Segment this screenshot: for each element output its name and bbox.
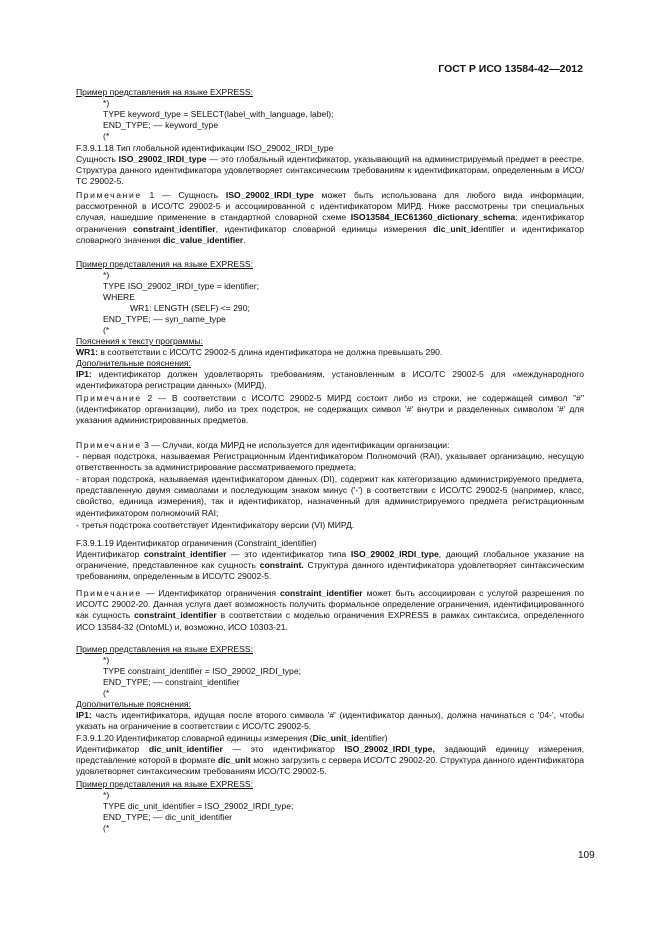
list-item: - вторая подстрока, называемая идентификатором данных (DI), содержит как категоризацию администрируемого предмета, представленную двумя символами и последующим знаком минус ('-') в соответствии с ИСО/ТС 29002-5 (например, класс, свойство, единица измерения), так и идентификатор, назначенный для администрируемого предмета регистрационным идентификатором полномочий RAI;: [76, 474, 584, 518]
paragraph: Сущность ISO_29002_IRDI_type — это глобальный идентификатор, указывающий на администрируемый предмет в реестре. Структура данного идентификатора удовлетворяет синтаксическим требованиям к идентификаторам, определенным в ИСО/ТС 29002-5.: [76, 154, 584, 187]
code-line: END_TYPE; –– dic_unit_identifier: [103, 812, 232, 822]
code-line: TYPE dic_unit_identifier = ISO_29002_IRDI_type;: [103, 801, 294, 811]
note-2: Примечание 2 — В соответствии с ИСО/ТС 29002-5 МИРД состоит либо из строки, не содержащей символ "#" (идентификатор организации), либо из трех подстрок, не содержащих символ '#' внутри и разделенных символом '#' для указания администрированных предметов.: [76, 393, 584, 426]
explanations-label: Пояснения к тексту программы:: [76, 336, 203, 346]
paragraph: Идентификатор constraint_identifier — это идентификатор типа ISO_29002_IRDI_type, дающий глобальное указание на ограничение, представленное как сущность constraint. Структура данного идентификатора удовлетворяет синтаксическим требованиям, определенным в ИСО/ТС 29002-5.: [76, 549, 585, 582]
note-3: Примечание 3 — Случаи, когда МИРД не используется для идентификации организации:: [76, 440, 450, 450]
additional-label: Дополнительные пояснения:: [76, 358, 191, 368]
example-label: Пример представления на языке EXPRESS:: [76, 87, 254, 97]
example-label: Пример представления на языке EXPRESS:: [76, 779, 254, 789]
section-title: F.3.9.1.19 Идентификатор ограничения (Constraint_identifier): [76, 538, 317, 548]
code-line: END_TYPE; –– syn_name_type: [103, 314, 226, 324]
code-line: (*: [103, 325, 110, 335]
code-line: TYPE ISO_29002_IRDI_type = identifier;: [103, 281, 259, 291]
section-title: F.3.9.1.20 Идентификатор словарной единицы измерения (Dic_unit_identifier): [76, 733, 388, 743]
example-label: Пример представления на языке EXPRESS:: [76, 644, 254, 654]
rule-wr1: WR1: в соответствии с ИСО/ТС 29002-5 длина идентификатора не должна превышать 290.: [76, 347, 443, 357]
additional-label: Дополнительные пояснения:: [76, 699, 191, 709]
code-line: TYPE constraint_identifier = ISO_29002_IRDI_type;: [103, 666, 302, 676]
code-line: (*: [103, 131, 110, 141]
example-label: Пример представления на языке EXPRESS:: [76, 259, 254, 269]
code-line: *): [103, 655, 110, 665]
code-line: (*: [103, 823, 110, 833]
page-number: 109: [578, 850, 595, 861]
code-line: (*: [103, 688, 110, 698]
list-item: - первая подстрока, называемая Регистрационным Идентификатором Полномочий (RAI), указывает организацию, несущую ответственность за администрирование рассматриваемого предмета;: [76, 451, 584, 473]
code-line: END_TYPE; –– constraint_identifier: [103, 677, 240, 687]
code-line: *): [103, 790, 110, 800]
code-line: WHERE: [103, 292, 135, 302]
document-header: ГОСТ Р ИСО 13584-42—2012: [438, 63, 583, 75]
code-line: *): [103, 98, 110, 108]
code-line: WR1: LENGTH (SELF) <= 290;: [130, 303, 250, 313]
proposition-ip1: IP1: часть идентификатора, идущая после второго символа '#' (идентификатор данных), должна начинаться с '04-', чтобы указать на ограничение в соответствии с ИСО/ТС 29002-5.: [76, 710, 584, 732]
section-title: F.3.9.1.18 Тип глобальной идентификации ISO_29002_IRDI_type: [76, 143, 334, 153]
list-item: - третья подстрока соответствует Идентификатору версии (VI) МИРД.: [76, 520, 355, 530]
code-line: END_TYPE; –– keyword_type: [103, 120, 219, 130]
proposition-ip1: IP1: идентификатор должен удовлетворять требованиям, установленным в ИСО/ТС 29002-5 для «международного идентификатора регистрации данных» (МИРД).: [76, 369, 584, 391]
paragraph: Идентификатор dic_unit_identifier — это идентификатор ISO_29002_IRDI_type, задающий единицу измерения, представление которой в формате dic_unit можно загрузить с сервера ИСО/ТС 29002-20. Структура данного идентификатора удовлетворяет синтаксическим требованиям ИСО/ТС 29002-5.: [76, 744, 584, 777]
code-line: *): [103, 270, 110, 280]
note-1: Примечание 1 — Сущность ISO_29002_IRDI_type может быть использована для любого вида информации, рассмотренной в ИСО/ТС 29002-5 и ассоциированной с идентификатором МИРД. Ниже рассмотрены три специальных случая, нашедшие применение в стандартной словарной схеме ISO13584_IEC61360_dictionary_schema: идентификатор ограничения constraint_identifier, идентификатор словарной единицы измерения dic_unit_identifier и идентификатор словарного значения dic_value_identifier.: [76, 190, 585, 245]
note-constraint: Примечание — Идентификатор ограничения constraint_identifier может быть ассоциирован с услугой разрешения по ИСО/ТС 29002-20. Данная услуга дает возможность получить формальное определение ограничения, идентифицированного как сущность constraint_identifier в соответствии с моделью ограничения EXPRESS в рамках синтаксиса, определенного ИСО 13584-32 (OntoML) и, возможно, ИСО 10303-21.: [76, 588, 584, 632]
code-line: TYPE keyword_type = SELECT(label_with_language, label);: [103, 109, 334, 119]
